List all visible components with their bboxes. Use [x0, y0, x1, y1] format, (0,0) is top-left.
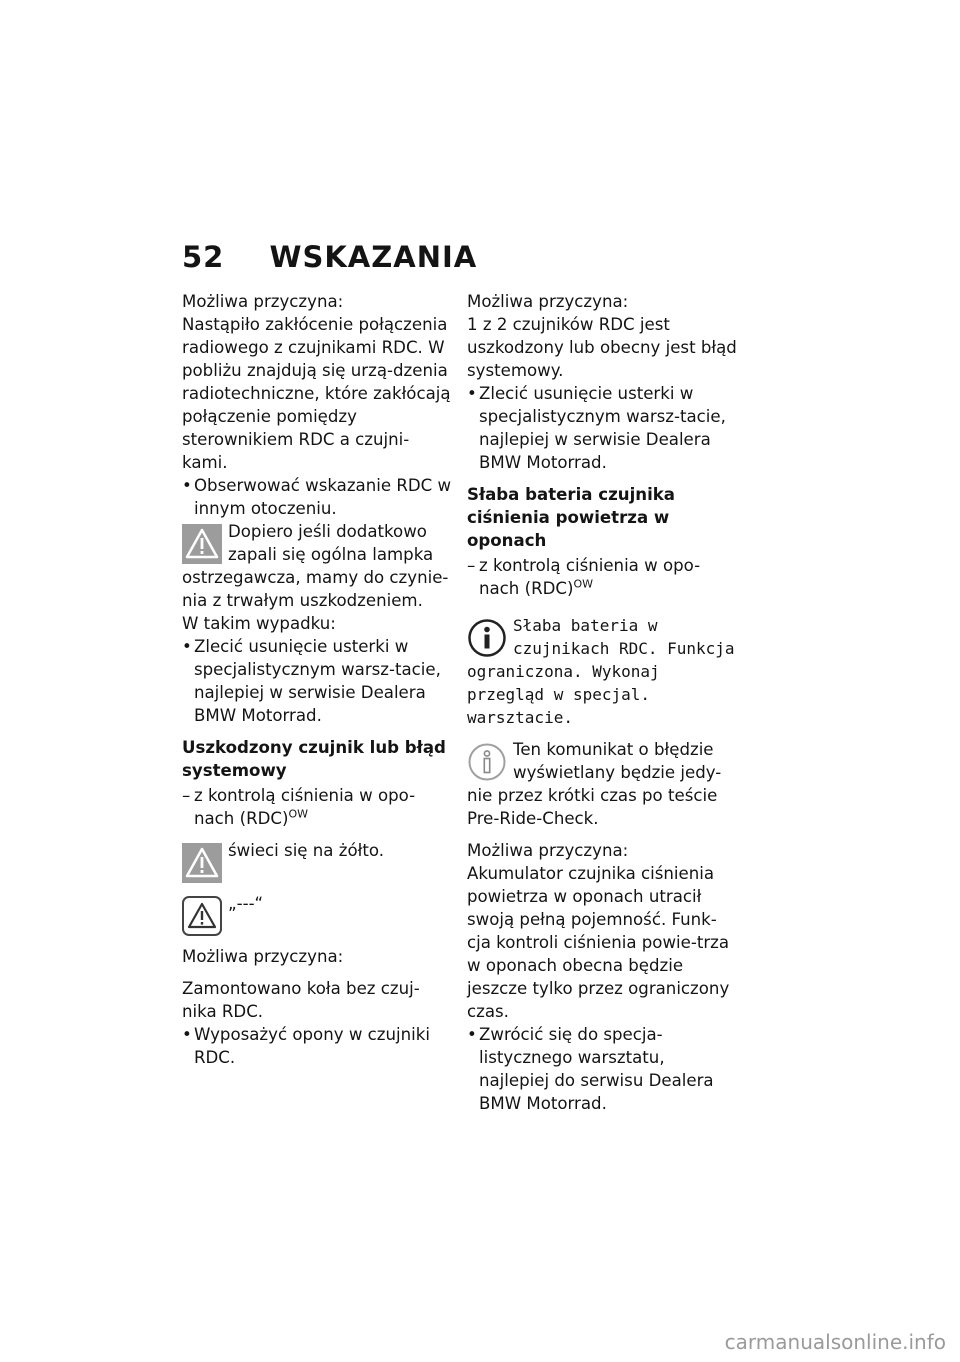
- warning-triangle-icon: [182, 524, 222, 564]
- list-item: • Wyposażyć opony w czujniki RDC.: [182, 1025, 430, 1067]
- list-item: – z kontrolą ciśnienia w opo-nach (RDC)$^{OW}$: [182, 786, 416, 828]
- list-item: • Zlecić usunięcie usterki w specjalistycznym warsz-tacie, najlepiej w serwisie Dealera BMW Motorrad.: [182, 637, 441, 725]
- cause-text: Zamontowano koła bez czuj-nika RDC.: [182, 979, 420, 1021]
- right-column: [467, 290, 737, 1115]
- display-row: [182, 892, 454, 936]
- indicator-text: świeci się na żółto.: [228, 841, 384, 860]
- display-message: [467, 614, 737, 729]
- info-outline-icon: [467, 742, 507, 782]
- option-badge: OW: [288, 807, 308, 821]
- instruction-text: W takim wypadku:: [182, 614, 336, 633]
- watermark: carmanualsonline.info: [724, 1330, 946, 1354]
- bullet-icon: •: [467, 1025, 477, 1044]
- info-icon: [467, 618, 507, 658]
- list-item: • Obserwować wskazanie RDC w innym otoczeniu.: [182, 476, 452, 518]
- left-column: [182, 290, 454, 1069]
- list-item: – z kontrolą ciśnienia w opo-nach (RDC)$^{OW}$: [467, 556, 701, 598]
- list-item: • Zwrócić się do specja-listycznego warsztatu, najlepiej do serwisu Dealera BMW Motorrad.: [467, 1025, 714, 1113]
- bullet-icon: •: [467, 384, 477, 403]
- cause-text: 1 z 2 czujników RDC jest uszkodzony lub obecny jest błąd systemowy.: [467, 315, 737, 380]
- cause-label: Możliwa przyczyna:: [467, 292, 629, 311]
- subsection-heading: Uszkodzony czujnik lub błąd systemowy: [182, 738, 446, 780]
- bullet-icon: •: [182, 1025, 192, 1044]
- warning-note: [182, 520, 454, 612]
- cause-text: Akumulator czujnika ciśnienia powietrza w oponach utracił swoją pełną pojemność. Funk-cja kontroli ciśnienia powie-trza w oponach obecna będzie jeszcze tylko przez ograniczony czas.: [467, 864, 730, 1021]
- section-title: WSKAZANIA: [269, 240, 478, 274]
- page-header: [182, 240, 477, 274]
- cause-label: Możliwa przyczyna:: [467, 841, 629, 860]
- bullet-icon: •: [182, 637, 192, 656]
- display-text: „---“: [228, 894, 264, 913]
- display-message-text: Słaba bateria w czujnikach RDC. Funkcja ograniczona. Wykonaj przegląd w specjal. warsztacie.: [467, 616, 735, 727]
- page-number: 52: [182, 240, 225, 274]
- option-badge: OW: [573, 577, 593, 591]
- cause-text: Nastąpiło zakłócenie połączenia radiowego z czujnikami RDC. W pobliżu znajdują się urzą-dzenia radiotechniczne, które zakłócają połączenie pomiędzy sterownikiem RDC a czujni-kami.: [182, 315, 451, 472]
- bullet-icon: •: [182, 476, 192, 495]
- list-item: • Zlecić usunięcie usterki w specjalistycznym warsz-tacie, najlepiej w serwisie Dealera BMW Motorrad.: [467, 384, 726, 472]
- info-text: Ten komunikat o błędzie wyświetlany będzie jedy-nie przez krótki czas po teście Pre-Ride-Check.: [467, 740, 722, 828]
- cause-label: Możliwa przyczyna:: [182, 292, 344, 311]
- warning-display-icon: [182, 896, 222, 936]
- indicator-row: [182, 839, 454, 883]
- cause-label: Możliwa przyczyna:: [182, 947, 344, 966]
- info-note: [467, 738, 737, 830]
- warning-text: Dopiero jeśli dodatkowo zapali się ogólna lampka ostrzegawcza, mamy do czynie-nia z trwałym uszkodzeniem.: [182, 522, 449, 610]
- warning-triangle-icon: [182, 843, 222, 883]
- subsection-heading: Słaba bateria czujnika ciśnienia powietrza w oponach: [467, 485, 675, 550]
